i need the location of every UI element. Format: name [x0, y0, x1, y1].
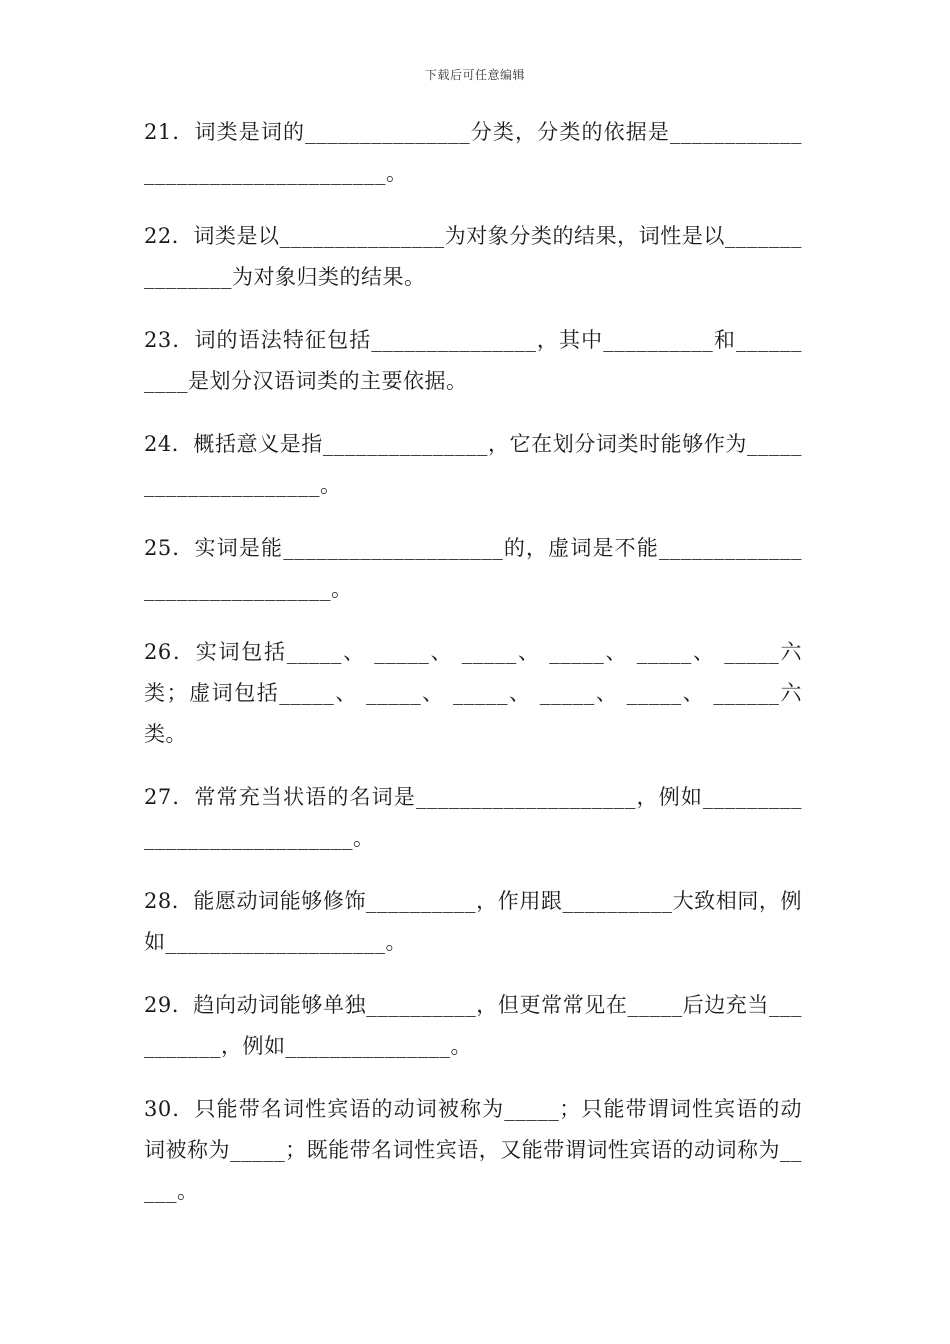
question-22: 22．词类是以_______________为对象分类的结果，词性是以_______________为对象归类的结果。 — [144, 224, 802, 289]
question-28: 28．能愿动词能够修饰__________，作用跟__________大致相同，例如____________________。 — [144, 889, 802, 954]
question-30: 30．只能带名词性宾语的动词被称为_____；只能带谓词性宾语的动词被称为_____；既能带名词性宾语，又能带谓词性宾语的动词称为_____。 — [144, 1097, 802, 1203]
question-29: 29．趋向动词能够单独__________，但更常常见在_____后边充当__________，例如_______________。 — [144, 993, 802, 1058]
question-list — [144, 112, 802, 1212]
question-21: 21．词类是词的_______________分类，分类的依据是__________________________________。 — [144, 120, 802, 185]
page-header: 下载后可任意编辑 — [424, 68, 525, 82]
question-25: 25．实词是能____________________的，虚词是不能______________________________。 — [144, 536, 802, 601]
question-24: 24．概括意义是指_______________，它在划分词类时能够作为_____________________。 — [144, 432, 802, 497]
question-23: 23．词的语法特征包括_______________，其中__________和__________是划分汉语词类的主要依据。 — [144, 328, 802, 393]
question-27: 27．常常充当状语的名词是____________________，例如____________________________。 — [144, 785, 802, 850]
question-26: 26．实词包括_____、 _____、 _____、 _____、 _____、 _____六类；虚词包括_____、 _____、 _____、 _____、 _____、 ______六类。 — [144, 640, 802, 746]
